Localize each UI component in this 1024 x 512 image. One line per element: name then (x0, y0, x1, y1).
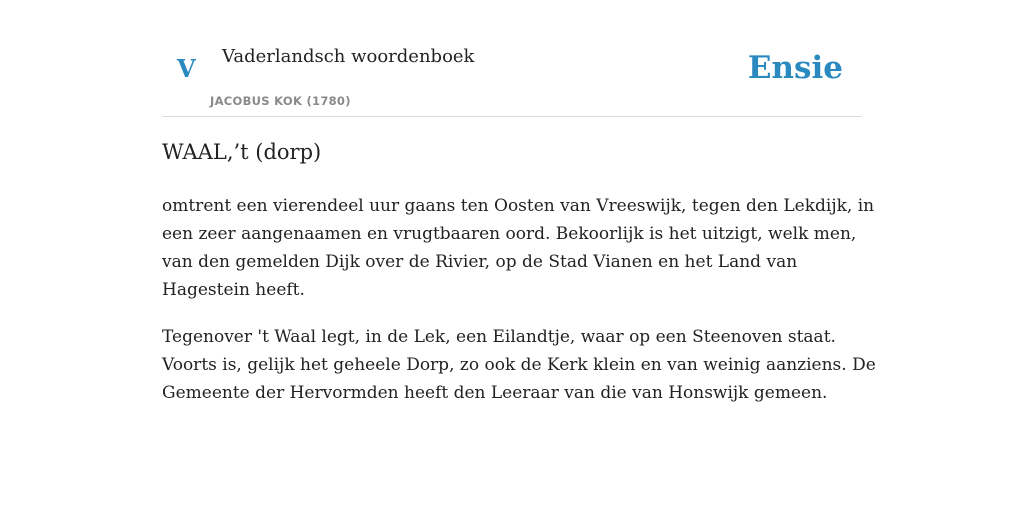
text-line: van den gemelden Dijk over de Rivier, op de Stad Vianen en het Land van (162, 252, 798, 272)
text-line: Voorts is, gelijk het geheele Dorp, zo ook de Kerk klein en van weinig aanziens. De (162, 355, 876, 375)
ensie-logo-link[interactable]: Ensie (747, 50, 843, 86)
text-line: Hagestein heeft. (162, 280, 305, 300)
entry-body (162, 192, 876, 426)
book-header (162, 36, 862, 117)
entry-paragraph (162, 192, 875, 304)
text-line: omtrent een vierendeel uur gaans ten Oosten van Vreeswijk, tegen den Lekdijk, in (162, 196, 875, 216)
entry-title: WAAL,’t (dorp) (162, 140, 322, 164)
text-line: Tegenover 't Waal legt, in de Lek, een Eilandtje, waar op een Steenoven staat. (162, 327, 836, 347)
text-line: Gemeente der Hervormden heeft den Leeraar van die van Honswijk gemeen. (162, 383, 828, 403)
text-line: een zeer aangenaamen en vrugtbaaren oord. Bekoorlijk is het uitzigt, welk men, (162, 224, 857, 244)
volume-letter-link[interactable]: V (177, 54, 196, 83)
entry-paragraph (162, 323, 876, 407)
book-author: JACOBUS KOK (1780) (210, 94, 351, 108)
book-title-link[interactable]: Vaderlandsch woordenboek (222, 46, 475, 67)
